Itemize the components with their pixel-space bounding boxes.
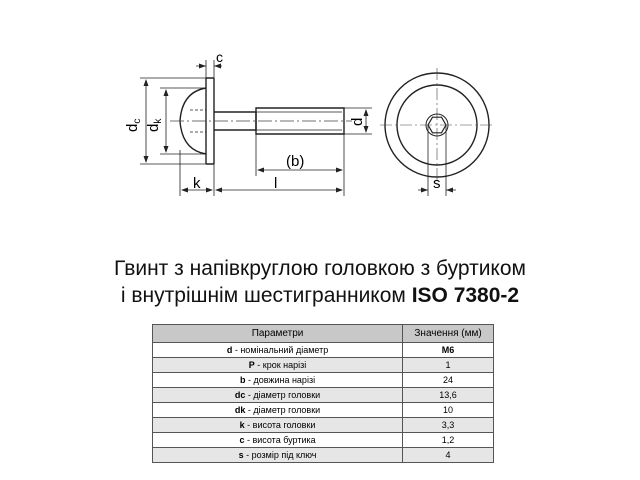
param-description: - діаметр головки <box>245 390 321 400</box>
table-row <box>153 403 494 418</box>
table-row <box>153 343 494 358</box>
table-body <box>153 343 494 463</box>
param-symbol: s <box>238 450 244 460</box>
table-row <box>153 358 494 373</box>
value-cell: M6 <box>403 343 494 358</box>
value-cell: 1,2 <box>403 433 494 448</box>
label-k: k <box>193 175 201 192</box>
param-description: - висота буртика <box>244 435 316 445</box>
title-line-2-text: і внутрішнім шестигранником <box>120 284 412 307</box>
table-row <box>153 373 494 388</box>
value-cell: 4 <box>403 448 494 463</box>
param-description: - діаметр головки <box>245 405 321 415</box>
label-dk: $d_k$ <box>145 118 164 132</box>
param-symbol: b <box>240 375 246 385</box>
param-cell <box>153 418 403 433</box>
param-cell <box>153 373 403 388</box>
param-description: - висота головки <box>244 420 316 430</box>
value-cell: 24 <box>403 373 494 388</box>
param-cell <box>153 448 403 463</box>
param-cell <box>153 388 403 403</box>
param-cell <box>153 433 403 448</box>
param-description: - довжина нарізі <box>245 375 316 385</box>
value-cell: 3,3 <box>403 418 494 433</box>
param-symbol: dc <box>234 390 246 400</box>
technical-drawing <box>0 0 640 230</box>
table-row <box>153 433 494 448</box>
table-row <box>153 388 494 403</box>
value-cell: 13,6 <box>403 388 494 403</box>
param-description: - номінальний діаметр <box>232 345 329 355</box>
label-b: (b) <box>286 153 305 170</box>
param-symbol: d <box>226 345 233 355</box>
standard-code: ISO 7380-2 <box>411 284 520 307</box>
param-cell <box>153 403 403 418</box>
table-row <box>153 418 494 433</box>
header-parameters: Параметри <box>153 325 403 343</box>
title-line-2 <box>0 283 640 309</box>
label-c: c <box>216 49 223 65</box>
label-s: s <box>433 175 441 192</box>
label-dc: $d_c$ <box>124 118 143 132</box>
param-description: - крок нарізі <box>254 360 307 370</box>
value-cell: 1 <box>403 358 494 373</box>
label-d: d <box>349 117 366 126</box>
parameters-table <box>152 324 494 463</box>
param-cell <box>153 358 403 373</box>
param-symbol: dk <box>234 405 246 415</box>
value-cell: 10 <box>403 403 494 418</box>
param-description: - розмір під ключ <box>243 450 317 460</box>
param-symbol: c <box>239 435 245 445</box>
header-values: Значення (мм) <box>403 325 494 343</box>
param-symbol: k <box>239 420 245 430</box>
title-line-1: Гвинт з напівкруглою головкою з буртиком <box>114 257 526 280</box>
param-symbol: P <box>248 360 255 370</box>
table-header-row <box>153 325 494 343</box>
table-row <box>153 448 494 463</box>
param-cell <box>153 343 403 358</box>
label-l: l <box>274 175 278 192</box>
